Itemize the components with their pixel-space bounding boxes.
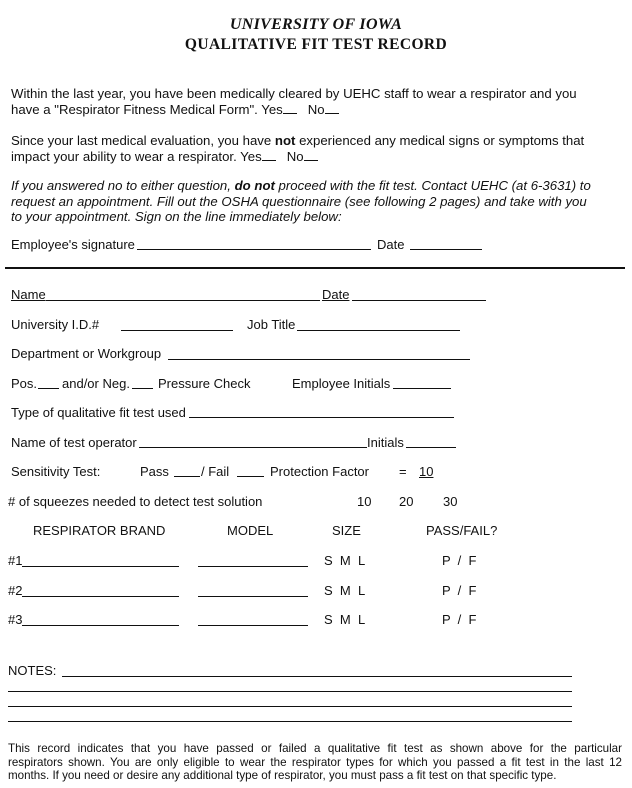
q2-line1 — [11, 133, 611, 149]
size-options[interactable]: S M L — [324, 612, 366, 627]
question-medical-clearance — [11, 86, 611, 117]
employee-signature-label: Employee's signature — [11, 237, 135, 252]
q2-line2-text: impact your ability to wear a respirator. Yes — [11, 148, 262, 164]
brand-field[interactable] — [22, 566, 179, 567]
form-title: QUALITATIVE FIT TEST RECORD — [184, 36, 448, 53]
instr-text-a: If you answered no to either question, — [11, 178, 235, 193]
date-field[interactable] — [352, 300, 486, 301]
squeeze-option-20[interactable]: 20 — [399, 494, 414, 509]
notes-line-3[interactable] — [8, 706, 572, 707]
instr-line3: to your appointment. Sign on the line immediately below: — [11, 209, 342, 224]
row-label: #1 — [8, 553, 23, 568]
size-options[interactable]: S M L — [324, 553, 366, 568]
model-field[interactable] — [198, 596, 308, 597]
employee-initials-label: Employee Initials — [292, 376, 391, 391]
q2-not-bold: not — [274, 133, 296, 148]
neg-label: and/or Neg. — [62, 376, 130, 391]
brand-field[interactable] — [22, 596, 179, 597]
pos-label: Pos. — [11, 376, 38, 391]
employee-signature-field[interactable] — [137, 249, 371, 250]
q1-no-blank[interactable] — [325, 102, 339, 114]
university-name: UNIVERSITY OF IOWA — [229, 16, 403, 33]
pass-fail-options[interactable]: P / F — [442, 612, 477, 627]
sensitivity-test-label: Sensitivity Test: — [11, 464, 101, 479]
operator-initials-field[interactable] — [406, 447, 456, 448]
footer-line2: respirators shown. You are only eligible to wear the respirator types for which you passed a fit test in the last 12 — [8, 755, 622, 769]
q2-text-a: Since your last medical evaluation, you have — [11, 133, 275, 148]
fail-field[interactable] — [237, 476, 264, 477]
header-pass-fail: PASS/FAIL? — [426, 523, 498, 538]
q2-text-b: experienced any medical signs or symptoms that — [295, 133, 585, 148]
employee-initials-field[interactable] — [393, 388, 451, 389]
equals-sign: = — [399, 464, 407, 479]
q1-line2-text: have a "Respirator Fitness Medical Form". Yes — [11, 101, 283, 117]
q1-line1: Within the last year, you have been medically cleared by UEHC staff to wear a respirator and you — [11, 86, 577, 101]
operator-initials-label: Initials — [367, 435, 404, 450]
footer-line1: This record indicates that you have passed or failed a qualitative fit test as shown above for the particular — [8, 742, 622, 755]
pressure-check-label: Pressure Check — [158, 376, 251, 391]
q1-yes-blank[interactable] — [283, 102, 297, 114]
job-title-field[interactable] — [297, 330, 460, 331]
header-size: SIZE — [332, 523, 361, 538]
instructions — [11, 178, 611, 225]
notes-line-1[interactable] — [62, 676, 572, 677]
model-field[interactable] — [198, 566, 308, 567]
q1-line2 — [11, 102, 611, 118]
neg-field[interactable] — [132, 388, 153, 389]
pass-field[interactable] — [174, 476, 200, 477]
header-respirator-brand: RESPIRATOR BRAND — [33, 523, 166, 538]
instr-line1 — [11, 178, 611, 194]
protection-factor-value: 10 — [419, 464, 434, 479]
footer-line3: months. If you need or desire any additional type of respirator, you must pass a fit test on that specific type. — [8, 769, 557, 782]
squeeze-option-30[interactable]: 30 — [443, 494, 458, 509]
q2-no-blank[interactable] — [304, 149, 318, 161]
department-label: Department or Workgroup — [11, 346, 162, 361]
instr-text-b: proceed with the fit test. Contact UEHC (at 6-3631) to — [274, 178, 591, 193]
question-medical-symptoms — [11, 133, 611, 164]
job-title-label: Job Title — [247, 317, 296, 332]
university-id-label: University I.D.# — [11, 317, 100, 332]
pass-label: Pass — [140, 464, 169, 479]
instr-do-not-bold: do not — [234, 178, 275, 193]
squeeze-option-10[interactable]: 10 — [357, 494, 372, 509]
name-field[interactable] — [46, 300, 320, 301]
q2-no-label: No — [286, 148, 304, 164]
header-model: MODEL — [227, 523, 274, 538]
footer-disclaimer — [8, 742, 622, 783]
q2-line2 — [11, 149, 611, 165]
instr-line2: request an appointment. Fill out the OSHA questionnaire (see following 2 pages) and take with you — [11, 193, 587, 209]
test-type-field[interactable] — [189, 417, 454, 418]
notes-line-2[interactable] — [8, 691, 572, 692]
signature-date-field[interactable] — [410, 249, 482, 250]
pass-fail-options[interactable]: P / F — [442, 553, 477, 568]
name-label: Name — [11, 287, 46, 302]
notes-label: NOTES: — [8, 663, 57, 678]
section-divider — [5, 267, 625, 269]
q2-yes-blank[interactable] — [262, 149, 276, 161]
fail-label: / Fail — [201, 464, 230, 479]
signature-date-label: Date — [377, 237, 405, 252]
pass-fail-options[interactable]: P / F — [442, 583, 477, 598]
department-field[interactable] — [168, 359, 470, 360]
university-id-field[interactable] — [121, 330, 233, 331]
test-type-label: Type of qualitative fit test used — [11, 405, 186, 420]
size-options[interactable]: S M L — [324, 583, 366, 598]
brand-field[interactable] — [22, 625, 179, 626]
protection-factor-label: Protection Factor — [270, 464, 369, 479]
date-label: Date — [322, 287, 350, 302]
notes-line-4[interactable] — [8, 721, 572, 722]
model-field[interactable] — [198, 625, 308, 626]
squeezes-label: # of squeezes needed to detect test solution — [8, 494, 263, 509]
q1-no-label: No — [307, 101, 325, 117]
test-operator-label: Name of test operator — [11, 435, 137, 450]
test-operator-field[interactable] — [139, 447, 367, 448]
row-label: #2 — [8, 583, 23, 598]
pos-field[interactable] — [38, 388, 59, 389]
row-label: #3 — [8, 612, 23, 627]
